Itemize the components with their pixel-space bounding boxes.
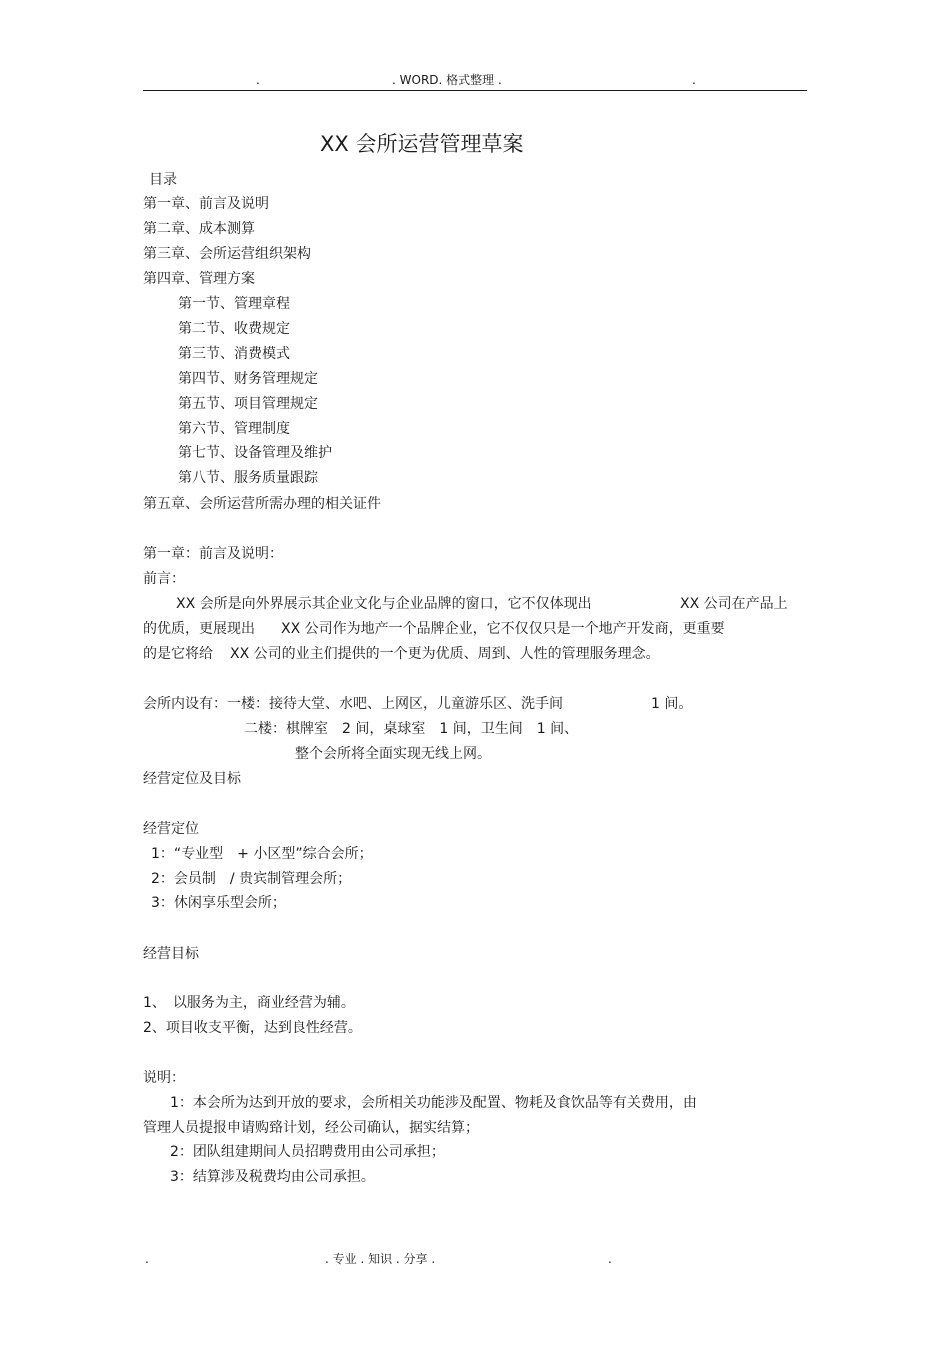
section-heading: 经营定位及目标 bbox=[143, 771, 241, 787]
footer-left-dot: . bbox=[145, 1252, 149, 1266]
toc-heading: 目录 bbox=[149, 172, 177, 188]
toc-item: 第一章、前言及说明 bbox=[143, 196, 269, 212]
footer-center-text: . 专业 . 知识 . 分享 . bbox=[325, 1252, 436, 1266]
notes-text: 管理人员提报申请购臵计划，经公司确认，据实结算； bbox=[143, 1120, 479, 1136]
notes-label: 说明： bbox=[143, 1070, 185, 1086]
toc-subitem: 第六节、管理制度 bbox=[178, 421, 290, 437]
footer-right-dot: . bbox=[608, 1252, 612, 1266]
document-title: XX 会所运营管理草案 bbox=[320, 132, 524, 156]
goals-label: 经营目标 bbox=[143, 946, 199, 962]
goals-item: 1、 以服务为主，商业经营为辅。 bbox=[143, 995, 355, 1011]
notes-text: 2：团队组建期间人员招聘费用由公司承担； bbox=[170, 1144, 445, 1160]
chapter-heading: 第一章：前言及说明： bbox=[143, 546, 283, 562]
positioning-item: 1：“专业型 + 小区型”综合会所； bbox=[151, 846, 373, 862]
preface-text: 的优质，更展现出 bbox=[143, 621, 255, 637]
facilities-line: 整个会所将全面实现无线上网。 bbox=[295, 746, 491, 762]
preface-text: XX 公司作为地产一个品牌企业，它不仅仅只是一个地产开发商，更重要 bbox=[281, 621, 725, 637]
toc-item: 第四章、管理方案 bbox=[143, 271, 255, 287]
toc-item: 第二章、成本测算 bbox=[143, 221, 255, 237]
toc-subitem: 第三节、消费模式 bbox=[178, 346, 290, 362]
header-right-dot: . bbox=[692, 73, 696, 87]
header-rule bbox=[143, 90, 807, 91]
positioning-item: 3：休闲享乐型会所； bbox=[151, 895, 286, 911]
toc-subitem: 第二节、收费规定 bbox=[178, 321, 290, 337]
preface-text: XX 公司在产品上 bbox=[680, 596, 788, 612]
preface-label: 前言： bbox=[143, 571, 185, 587]
notes-text: 3：结算涉及税费均由公司承担。 bbox=[170, 1169, 375, 1185]
positioning-label: 经营定位 bbox=[143, 821, 199, 837]
header-center-text: . WORD. 格式整理 . bbox=[392, 73, 502, 87]
positioning-item: 2：会员制 / 贵宾制管理会所； bbox=[151, 871, 352, 887]
preface-text: XX 会所是向外界展示其企业文化与企业品牌的窗口，它不仅体现出 bbox=[176, 596, 592, 612]
toc-item: 第五章、会所运营所需办理的相关证件 bbox=[143, 496, 381, 512]
notes-text: 1：本会所为达到开放的要求，会所相关功能涉及配置、物耗及食饮品等有关费用，由 bbox=[170, 1095, 697, 1111]
facilities-line: 会所内设有：一楼：接待大堂、水吧、上网区，儿童游乐区、洗手间 bbox=[143, 696, 563, 712]
toc-subitem: 第一节、管理章程 bbox=[178, 296, 290, 312]
toc-item: 第三章、会所运营组织架构 bbox=[143, 246, 311, 262]
goals-item: 2、项目收支平衡，达到良性经营。 bbox=[143, 1020, 362, 1036]
toc-subitem: 第四节、财务管理规定 bbox=[178, 371, 318, 387]
facilities-line: 二楼：棋牌室 2 间，桌球室 1 间，卫生间 1 间、 bbox=[244, 721, 579, 737]
toc-subitem: 第八节、服务质量跟踪 bbox=[178, 470, 318, 486]
header-left-dot: . bbox=[256, 73, 260, 87]
preface-text: 的是它将给 bbox=[143, 646, 213, 662]
facilities-line: 1 间。 bbox=[651, 696, 693, 712]
preface-text: XX 公司的业主们提供的一个更为优质、周到、人性的管理服务理念。 bbox=[230, 646, 660, 662]
toc-subitem: 第五节、项目管理规定 bbox=[178, 396, 318, 412]
toc-subitem: 第七节、设备管理及维护 bbox=[178, 445, 332, 461]
